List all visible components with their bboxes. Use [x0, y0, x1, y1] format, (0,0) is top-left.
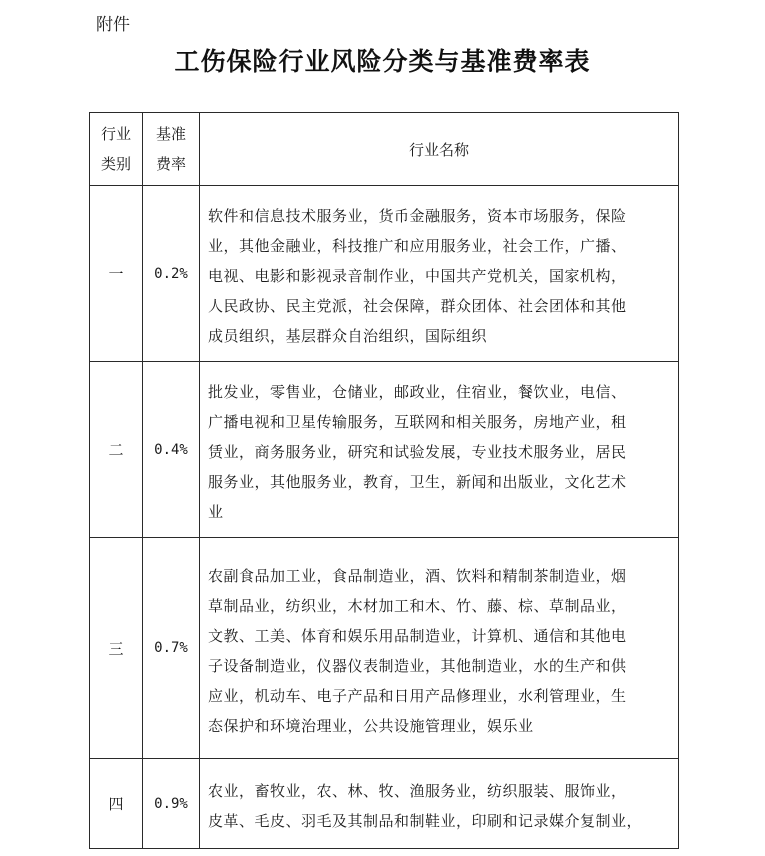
table-row — [90, 186, 679, 362]
industry-names-cell — [200, 759, 679, 849]
industry-line: 成员组织，基层群众自治组织，国际组织 — [208, 327, 488, 345]
industry-line: 赁业，商务服务业，研究和试验发展，专业技术服务业，居民 — [208, 443, 627, 461]
header-category-line-1: 行业 — [100, 125, 131, 143]
industry-line: 农副食品加工业，食品制造业，酒、饮料和精制茶制造业，烟 — [208, 566, 627, 585]
header-category — [90, 113, 143, 186]
industry-line: 电视、电影和影视录音制作业，中国共产党机关，国家机构， — [208, 267, 627, 285]
category-cell: 二 — [90, 362, 143, 538]
document-title: 工伤保险行业风险分类与基准费率表 — [174, 47, 591, 76]
industry-line: 批发业，零售业，仓储业，邮政业，住宿业，餐饮业，电信、 — [208, 383, 627, 401]
header-rate-line-1: 基准 — [155, 125, 186, 143]
industry-line: 软件和信息技术服务业，货币金融服务，资本市场服务，保险 — [208, 207, 627, 225]
industry-names-cell — [200, 186, 679, 362]
industry-line: 应业，机动车、电子产品和日用产品修理业，水利管理业，生 — [208, 686, 627, 705]
rate-cell: 0.9% — [143, 759, 200, 849]
rate-table — [89, 112, 679, 849]
category-cell: 四 — [90, 759, 143, 849]
industry-names-cell — [200, 538, 679, 759]
rate-cell: 0.7% — [143, 538, 200, 759]
industry-line: 皮革、毛皮、羽毛及其制品和制鞋业，印刷和记录媒介复制业， — [208, 812, 643, 830]
industry-line: 子设备制造业，仪器仪表制造业，其他制造业，水的生产和供 — [208, 656, 627, 675]
industry-names-cell — [200, 362, 679, 538]
header-rate — [143, 113, 200, 186]
industry-line: 草制品业，纺织业，木材加工和木、竹、藤、棕、草制品业， — [208, 596, 627, 615]
industry-line: 广播电视和卫星传输服务，互联网和相关服务，房地产业，租 — [208, 413, 627, 431]
industry-line: 业 — [208, 503, 224, 521]
table-header-row — [90, 113, 679, 186]
category-cell: 三 — [90, 538, 143, 759]
rate-cell: 0.2% — [143, 186, 200, 362]
industry-line: 农业，畜牧业，农、林、牧、渔服务业，纺织服装、服饰业， — [208, 782, 627, 800]
industry-line: 态保护和环境治理业，公共设施管理业，娱乐业 — [208, 716, 534, 735]
industry-line: 人民政协、民主党派，社会保障，群众团体、社会团体和其他 — [208, 297, 627, 315]
industry-line: 业，其他金融业，科技推广和应用服务业，社会工作，广播、 — [208, 237, 627, 255]
table-row — [90, 362, 679, 538]
attachment-label: 附件 — [96, 15, 130, 35]
header-rate-line-2: 费率 — [155, 155, 186, 173]
rate-cell: 0.4% — [143, 362, 200, 538]
industry-line: 服务业，其他服务业，教育，卫生，新闻和出版业，文化艺术 — [208, 473, 627, 491]
header-category-line-2: 类别 — [100, 155, 131, 173]
industry-line: 文教、工美、体育和娱乐用品制造业，计算机、通信和其他电 — [208, 626, 627, 645]
header-name: 行业名称 — [200, 113, 679, 186]
table-row — [90, 538, 679, 759]
category-cell: 一 — [90, 186, 143, 362]
table-row — [90, 759, 679, 849]
